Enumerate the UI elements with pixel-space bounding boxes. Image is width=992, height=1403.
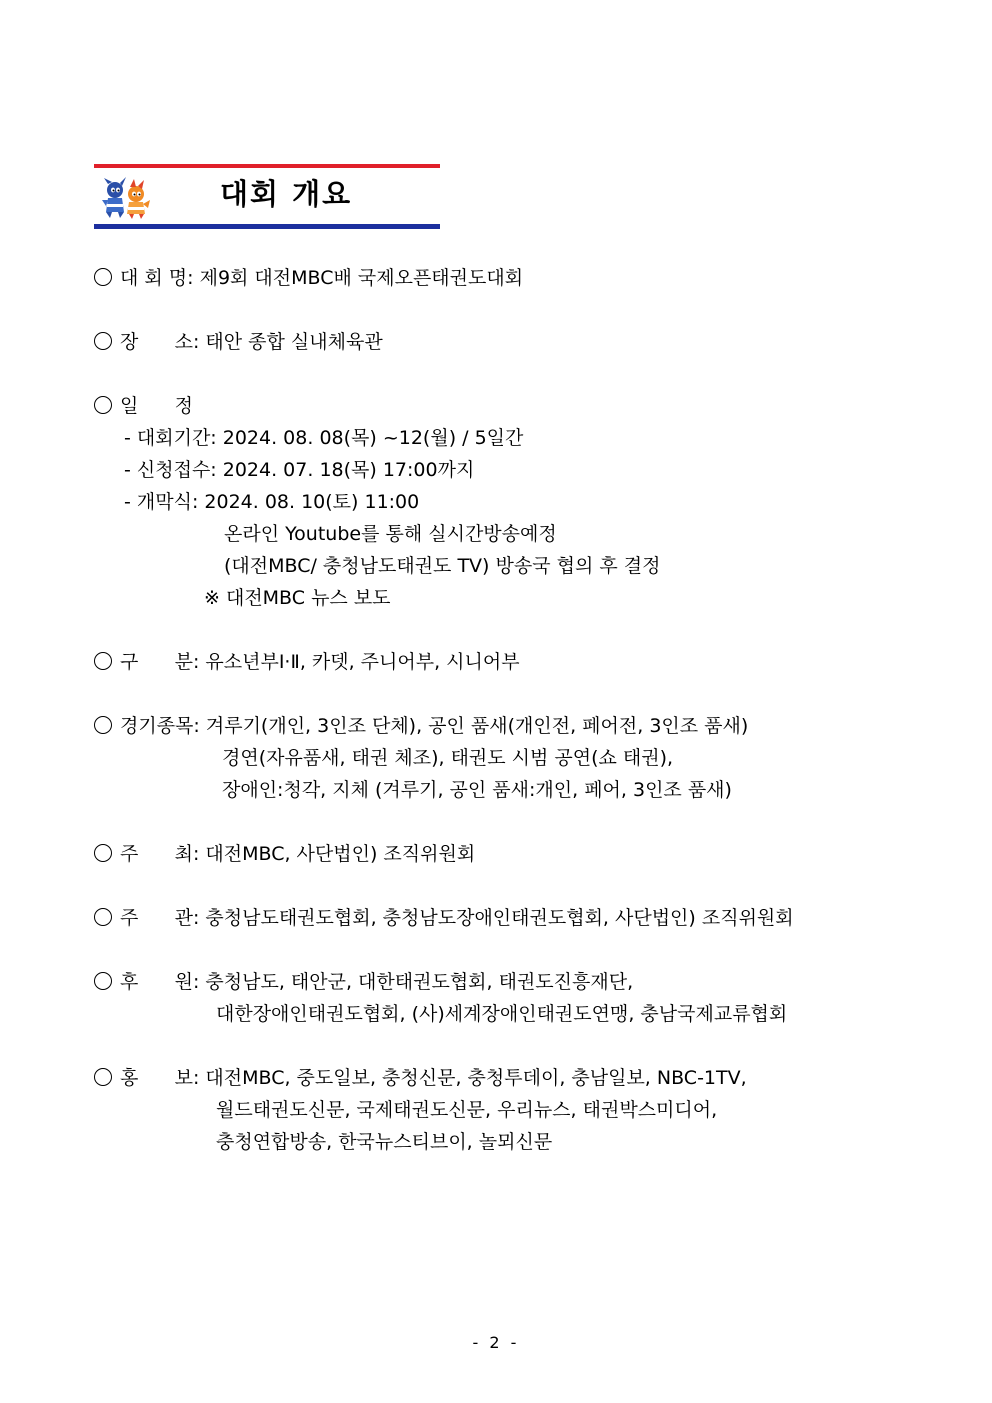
item-host-label: 주 최: [120, 843, 200, 865]
page-title: 대회 개요 [220, 177, 353, 211]
pr-line-2: 월드태권도신문, 국제태권도신문, 우리뉴스, 태권박스미디어, [216, 1099, 718, 1121]
events-line-3: 장애인:청각, 지체 (겨루기, 공인 품새:개인, 페어, 3인조 품새) [222, 779, 732, 801]
schedule-registration: - 신청접수: 2024. 07. 18(목) 17:00까지 [124, 459, 475, 481]
events-line-1: 겨루기(개인, 3인조 단체), 공인 품새(개인전, 페어전, 3인조 품새) [205, 715, 749, 737]
item-name-value: 제9회 대전MBC배 국제오픈태권도대회 [199, 267, 524, 289]
section-header [94, 164, 440, 230]
item-division [94, 649, 520, 675]
sponsor-line-1: 충청남도, 태안군, 대한태권도협회, 태권도진흥재단, [205, 971, 634, 993]
bullet-circle-icon [94, 268, 112, 286]
item-host-value: 대전MBC, 사단법인) 조직위원회 [205, 843, 476, 865]
item-events-label: 경기종목: [120, 715, 200, 737]
bullet-circle-icon [94, 972, 112, 990]
schedule-stream: 온라인 Youtube를 통해 실시간방송예정 [224, 523, 557, 545]
bullet-circle-icon [94, 844, 112, 862]
item-name [94, 265, 523, 291]
item-pr [94, 1065, 747, 1091]
item-organizer [94, 905, 794, 931]
mascot-icon [98, 176, 152, 220]
bullet-circle-icon [94, 396, 112, 414]
item-name-label: 대 회 명: [120, 267, 194, 289]
header-rule-top [94, 164, 440, 168]
bullet-circle-icon [94, 652, 112, 670]
pr-line-3: 충청연합방송, 한국뉴스티브이, 놀뫼신문 [216, 1131, 553, 1153]
item-host [94, 841, 475, 867]
item-division-label: 구 분: [120, 651, 200, 673]
page-number: - 2 - [472, 1333, 520, 1352]
item-venue-label: 장 소: [120, 331, 200, 353]
schedule-news: ※ 대전MBC 뉴스 보도 [204, 587, 391, 609]
schedule-period: - 대회기간: 2024. 08. 08(목) ~12(월) / 5일간 [124, 427, 524, 449]
header-rule-bottom [94, 224, 440, 229]
item-venue [94, 329, 383, 355]
bullet-circle-icon [94, 716, 112, 734]
item-organizer-value: 충청남도태권도협회, 충청남도장애인태권도협회, 사단법인) 조직위원회 [205, 907, 794, 929]
item-schedule [94, 393, 193, 419]
pr-line-1: 대전MBC, 중도일보, 충청신문, 충청투데이, 충남일보, NBC-1TV, [205, 1067, 747, 1089]
item-sponsor-label: 후 원: [120, 971, 200, 993]
schedule-broadcaster: (대전MBC/ 충청남도태권도 TV) 방송국 협의 후 결정 [224, 555, 661, 577]
item-sponsor [94, 969, 633, 995]
item-schedule-label: 일 정 [120, 395, 193, 417]
bullet-circle-icon [94, 332, 112, 350]
item-events [94, 713, 748, 739]
item-pr-label: 홍 보: [120, 1067, 200, 1089]
events-line-2: 경연(자유품새, 태권 체조), 태권도 시범 공연(쇼 태권), [222, 747, 674, 769]
item-venue-value: 태안 종합 실내체육관 [205, 331, 383, 353]
item-organizer-label: 주 관: [120, 907, 200, 929]
schedule-opening: - 개막식: 2024. 08. 10(토) 11:00 [124, 491, 420, 513]
bullet-circle-icon [94, 1068, 112, 1086]
item-division-value: 유소년부Ⅰ·Ⅱ, 카뎃, 주니어부, 시니어부 [205, 651, 520, 673]
sponsor-line-2: 대한장애인태권도협회, (사)세계장애인태권도연맹, 충남국제교류협회 [216, 1003, 788, 1025]
bullet-circle-icon [94, 908, 112, 926]
